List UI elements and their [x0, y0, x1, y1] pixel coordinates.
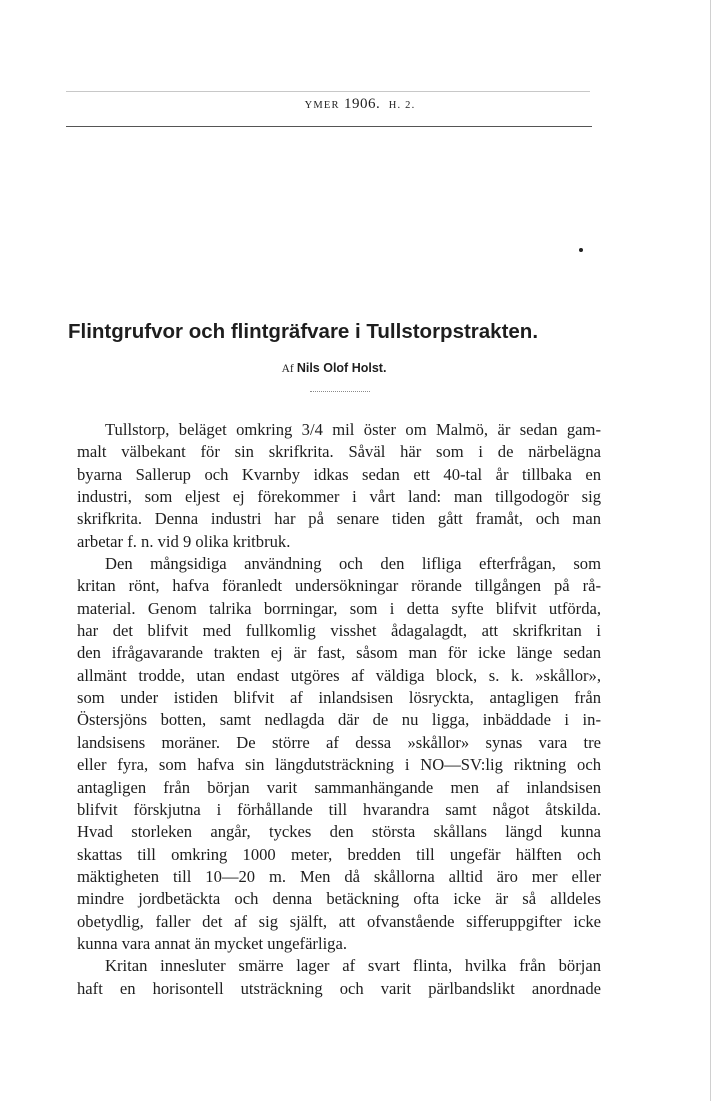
header-top-rule: [66, 91, 590, 92]
body-line: material. Genom talrika borrningar, som i detta syfte blifvit utförda,: [77, 598, 601, 618]
body-line: eller fyra, som hafva sin längdutsträckning i NO—SV:lig riktning och: [77, 755, 601, 775]
body-line: obetydlig, faller det af sig själft, att ofvanstående sifferuppgifter icke: [77, 911, 601, 931]
body-line: Hvad storleken angår, tyckes den största skållans längd kunna: [77, 822, 601, 842]
body-line: haft en horisontell utsträckning och varit pärlbandslikt anordnade: [77, 978, 601, 998]
body-line: kritan rönt, hafva föranledt undersökningar rörande tillgången på rå-: [77, 576, 601, 596]
body-line: skrifkrita. Denna industri har på senare tiden gått framåt, och man: [77, 509, 601, 529]
body-line: mindre jordbetäckta och denna betäckning ofta icke är så alldeles: [77, 889, 601, 909]
author-name: Nils Olof Holst.: [296, 361, 387, 375]
body-line: kunna vara annat än mycket ungefärliga.: [77, 933, 347, 953]
byline-prefix: Af: [281, 363, 294, 375]
journal-year: 1906.: [343, 96, 381, 112]
body-line: mäktigheten till 10—20 m. Men då skållorna alltid äro mer eller: [77, 866, 601, 886]
journal-name: YMER: [304, 100, 340, 111]
byline: [0, 361, 668, 376]
header-bottom-rule: [66, 126, 592, 127]
body-line: antagligen från början varit sammanhängande men af inlandsisen: [77, 777, 601, 797]
journal-issue: H. 2.: [388, 100, 416, 111]
body-line: skattas till omkring 1000 meter, bredden till ungefär hälften och: [77, 844, 601, 864]
article-title: Flintgrufvor och flintgräfvare i Tullstorpstrakten.: [68, 320, 539, 343]
body-line: har det blifvit med fullkomlig visshet ådagalagdt, att skrifkritan i: [77, 621, 601, 641]
body-line: Den mångsidiga användning och den lifliga efterfrågan, som: [105, 554, 601, 574]
body-line: byarna Sallerup och Kvarnby idkas sedan ett 40-tal år tillbaka en: [77, 464, 601, 484]
body-line: allmänt trodde, utan endast utgöres af väldiga block, s. k. »skållor»,: [77, 665, 601, 685]
body-line: Kritan innesluter smärre lager af svart flinta, hvilka från början: [105, 956, 601, 976]
article-body: [77, 419, 601, 1000]
body-line: den ifrågavarande trakten ej är fast, såsom man för icke länge sedan: [77, 643, 601, 663]
body-line: Östersjöns botten, samt nedlagda där de nu ligga, inbäddade i in-: [77, 710, 601, 730]
running-head: [0, 96, 720, 113]
title-separator: [310, 391, 370, 392]
body-line: malt välbekant för sin skrifkrita. Såväl här som i de närbelägna: [77, 442, 601, 462]
body-line: blifvit förskjutna i förhållande till hvarandra samt något åtskilda.: [77, 799, 601, 819]
body-line: landsisens moräner. De större af dessa »skållor» synas vara tre: [77, 732, 601, 752]
page-edge-line: [710, 0, 711, 1101]
body-line: arbetar f. n. vid 9 olika kritbruk.: [77, 531, 291, 551]
body-line: som under istiden blifvit af inlandsisen lösryckta, antagligen från: [77, 688, 601, 708]
body-line: industri, som eljest ej förekommer i vårt land: man tillgodogör sig: [77, 487, 601, 507]
body-line: Tullstorp, beläget omkring 3/4 mil öster om Malmö, är sedan gam-: [105, 420, 601, 439]
stray-dot: [579, 248, 583, 252]
